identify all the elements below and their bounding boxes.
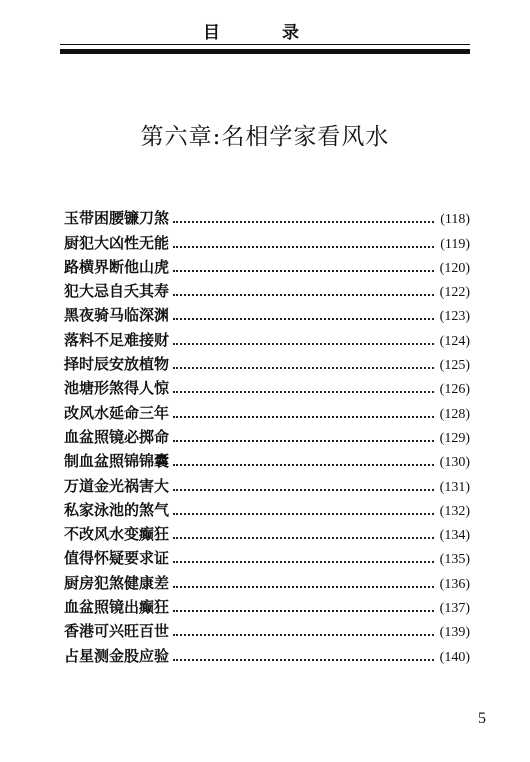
- toc-entry-page: (130): [439, 455, 470, 471]
- toc-entry-title: 改风水延命三年: [64, 403, 170, 422]
- toc-dot-leader: [173, 416, 434, 418]
- toc-entry-title: 制血盆照锦锦囊: [64, 452, 170, 471]
- toc-entry-page: (135): [439, 552, 470, 568]
- toc-entry-page: (123): [439, 309, 470, 325]
- toc-entry-title: 厨房犯煞健康差: [64, 573, 170, 592]
- toc-entry-page: (132): [439, 503, 470, 519]
- toc-entry[interactable]: [64, 253, 470, 277]
- toc-dot-leader: [173, 318, 434, 320]
- toc-dot-leader: [173, 246, 434, 248]
- toc-entry-page: (136): [439, 576, 470, 592]
- toc-entry-page: (122): [439, 285, 470, 301]
- toc-entry[interactable]: [64, 544, 470, 568]
- toc-entry-page: (118): [440, 212, 470, 228]
- toc-dot-leader: [173, 294, 434, 296]
- toc-entry-title: 香港可兴旺百世: [64, 622, 170, 641]
- toc-entry[interactable]: [64, 641, 470, 665]
- toc-dot-leader: [173, 561, 434, 563]
- toc-entry-title: 血盆照镜出癫狂: [64, 598, 170, 617]
- toc-dot-leader: [173, 610, 434, 612]
- toc-entry-page: (124): [439, 333, 470, 349]
- toc-entry[interactable]: [64, 568, 470, 592]
- toc-entry-page: (131): [439, 479, 470, 495]
- toc-entry-title: 落料不足难接财: [64, 330, 170, 349]
- toc-dot-leader: [173, 221, 434, 223]
- toc-entry-page: (128): [439, 406, 470, 422]
- toc-entry[interactable]: [64, 228, 470, 252]
- toc-entry-page: (137): [439, 601, 470, 617]
- toc-entry[interactable]: [64, 350, 470, 374]
- toc-entry[interactable]: [64, 447, 470, 471]
- toc-entry-title: 值得怀疑要求证: [64, 549, 170, 568]
- toc-entry-page: (126): [439, 382, 470, 398]
- toc-dot-leader: [173, 513, 434, 515]
- toc-entry-page: (134): [439, 528, 470, 544]
- toc-entry[interactable]: [64, 325, 470, 349]
- toc-entry[interactable]: [64, 593, 470, 617]
- toc-entry-page: (119): [440, 236, 470, 252]
- toc-entry-title: 万道金光祸害大: [64, 476, 170, 495]
- toc-entry-title: 择时辰安放植物: [64, 355, 170, 374]
- toc-entry[interactable]: [64, 398, 470, 422]
- toc-entry[interactable]: [64, 301, 470, 325]
- toc-entry[interactable]: [64, 496, 470, 520]
- toc-dot-leader: [173, 464, 434, 466]
- toc-dot-leader: [173, 391, 434, 393]
- toc-dot-leader: [173, 489, 434, 491]
- toc-entry-title: 占星测金股应验: [64, 646, 170, 665]
- toc-entry-page: (139): [439, 625, 470, 641]
- toc-dot-leader: [173, 537, 434, 539]
- chapter-title: 第六章:名相学家看风水: [140, 124, 390, 150]
- toc-entry-title: 黑夜骑马临深渊: [64, 306, 170, 325]
- toc-dot-leader: [173, 270, 434, 272]
- page-header-title: 目 录: [203, 23, 327, 43]
- toc-entry[interactable]: [64, 204, 470, 228]
- toc-entry-title: 厨犯大凶性无能: [64, 233, 170, 252]
- toc-entry[interactable]: [64, 617, 470, 641]
- toc-dot-leader: [173, 367, 434, 369]
- toc-entry-title: 犯大忌自夭其寿: [64, 282, 170, 301]
- toc-entry[interactable]: [64, 423, 470, 447]
- header-rule-thin: [60, 44, 470, 45]
- toc-entry-title: 池塘形煞得人惊: [64, 379, 170, 398]
- toc-entry[interactable]: [64, 520, 470, 544]
- table-of-contents: [64, 204, 470, 666]
- toc-dot-leader: [173, 440, 434, 442]
- toc-entry-page: (140): [439, 649, 470, 665]
- toc-entry[interactable]: [64, 374, 470, 398]
- toc-entry-page: (129): [439, 430, 470, 446]
- toc-entry[interactable]: [64, 471, 470, 495]
- toc-entry-page: (125): [439, 358, 470, 374]
- toc-entry[interactable]: [64, 277, 470, 301]
- toc-dot-leader: [173, 343, 434, 345]
- toc-entry-title: 玉带困腰镰刀煞: [64, 209, 170, 228]
- toc-entry-page: (120): [439, 260, 470, 276]
- toc-dot-leader: [173, 659, 434, 661]
- toc-entry-title: 路横界断他山虎: [64, 257, 170, 276]
- toc-dot-leader: [173, 634, 434, 636]
- toc-entry-title: 血盆照镜必掷命: [64, 427, 170, 446]
- page-number: 5: [478, 710, 486, 727]
- toc-entry-title: 不改风水变癫狂: [64, 525, 170, 544]
- toc-entry-title: 私家泳池的煞气: [64, 500, 170, 519]
- header-rule-thick: [60, 49, 470, 54]
- toc-dot-leader: [173, 586, 434, 588]
